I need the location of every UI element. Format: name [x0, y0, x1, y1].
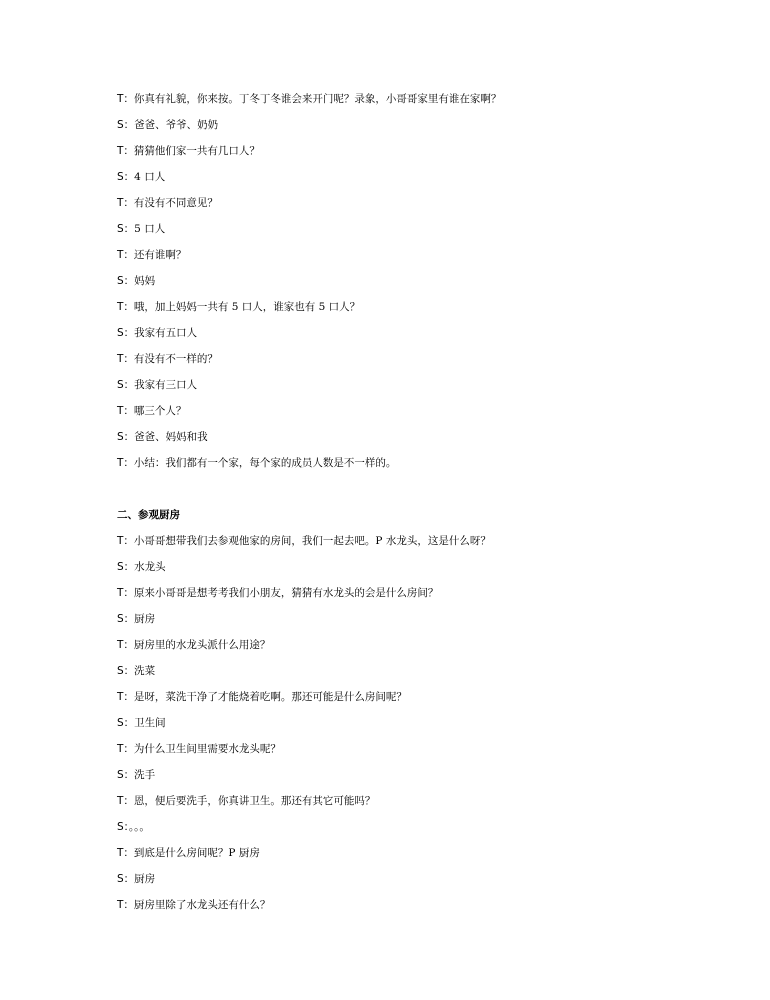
dialogue-line	[117, 794, 375, 808]
speaker-label: T	[117, 353, 124, 365]
dialogue-line	[117, 638, 270, 652]
speaker-label: T	[117, 535, 124, 547]
dialogue-line	[117, 690, 407, 704]
dialogue-text: ：5 口人	[123, 223, 166, 235]
speaker-label: S	[117, 613, 124, 625]
dialogue-line	[117, 274, 155, 288]
dialogue-text: ：洗手	[123, 769, 156, 781]
section-heading: 二、参观厨房	[117, 509, 180, 521]
dialogue-text: ：爸爸、妈妈和我	[123, 431, 208, 443]
dialogue-text: ：你真有礼貌，你来按。丁冬丁冬谁会来开门呢？录象，小哥哥家里有谁在家啊？	[123, 93, 502, 105]
speaker-label: T	[117, 587, 124, 599]
dialogue-line	[117, 430, 208, 444]
speaker-label: T	[117, 145, 124, 157]
dialogue-text: ：洗菜	[123, 665, 156, 677]
dialogue-text: ：卫生间	[123, 717, 166, 729]
dialogue-line	[117, 664, 155, 678]
dialogue-text: ：水龙头	[123, 561, 166, 573]
dialogue-line	[117, 404, 186, 418]
dialogue-line	[117, 586, 438, 600]
speaker-label: S	[117, 561, 124, 573]
dialogue-line	[117, 872, 155, 886]
dialogue-line	[117, 534, 491, 548]
dialogue-line	[117, 898, 270, 912]
dialogue-line	[117, 716, 166, 730]
dialogue-text: ：。。。	[123, 821, 150, 833]
dialogue-line	[117, 144, 260, 158]
dialogue-text: ：哪三个人？	[123, 405, 187, 417]
speaker-label: S	[117, 171, 124, 183]
speaker-label: S	[117, 275, 124, 287]
dialogue-line	[117, 742, 281, 756]
dialogue-text: ：为什么卫生间里需要水龙头呢？	[123, 743, 281, 755]
dialogue-text: ：小哥哥想带我们去参观他家的房间，我们一起去吧。P 水龙头，这是什么呀？	[123, 535, 491, 547]
dialogue-line	[117, 456, 396, 470]
speaker-label: T	[117, 743, 124, 755]
dialogue-line	[117, 118, 218, 132]
dialogue-text: ：厨房	[123, 873, 156, 885]
dialogue-line	[117, 378, 197, 392]
dialogue-text: ：厨房里除了水龙头还有什么？	[123, 899, 271, 911]
dialogue-text: ：还有谁啊？	[123, 249, 187, 261]
speaker-label: T	[117, 899, 124, 911]
speaker-label: T	[117, 795, 124, 807]
dialogue-line	[117, 768, 155, 782]
dialogue-text: ：我家有三口人	[123, 379, 198, 391]
dialogue-line	[117, 612, 155, 626]
speaker-label: S	[117, 223, 124, 235]
dialogue-line	[117, 352, 218, 366]
speaker-label: T	[117, 93, 124, 105]
dialogue-text: ：厨房	[123, 613, 156, 625]
speaker-label: S	[117, 873, 124, 885]
dialogue-text: ：到底是什么房间呢？P 厨房	[123, 847, 260, 859]
dialogue-line	[117, 560, 166, 574]
speaker-label: S	[117, 119, 124, 131]
speaker-label: T	[117, 405, 124, 417]
dialogue-line	[117, 820, 150, 834]
dialogue-text: ：我家有五口人	[123, 327, 198, 339]
dialogue-text: ：是呀，菜洗干净了才能烧着吃啊。那还可能是什么房间呢？	[123, 691, 407, 703]
speaker-label: S	[117, 717, 124, 729]
dialogue-text: ：有没有不同意见？	[123, 197, 218, 209]
dialogue-text: ：原来小哥哥是想考考我们小朋友，猜猜有水龙头的会是什么房间？	[123, 587, 439, 599]
speaker-label: T	[117, 301, 124, 313]
dialogue-text: ：恩，便后要洗手，你真讲卫生。那还有其它可能吗？	[123, 795, 376, 807]
dialogue-text: ：厨房里的水龙头派什么用途？	[123, 639, 271, 651]
dialogue-line	[117, 222, 165, 236]
speaker-label: T	[117, 249, 124, 261]
speaker-label: T	[117, 847, 124, 859]
speaker-label: T	[117, 197, 124, 209]
speaker-label: T	[117, 691, 124, 703]
dialogue-line	[117, 326, 197, 340]
speaker-label: S	[117, 821, 124, 833]
speaker-label: T	[117, 457, 124, 469]
speaker-label: S	[117, 431, 124, 443]
dialogue-text: ：猜猜他们家一共有几口人？	[123, 145, 260, 157]
dialogue-line	[117, 300, 360, 314]
dialogue-line	[117, 170, 165, 184]
dialogue-line	[117, 846, 260, 860]
speaker-label: T	[117, 639, 124, 651]
dialogue-text: ：小结：我们都有一个家，每个家的成员人数是不一样的。	[123, 457, 397, 469]
dialogue-line	[117, 196, 218, 210]
dialogue-text: ：4 口人	[123, 171, 166, 183]
dialogue-text: ：爸爸、爷爷、奶奶	[123, 119, 219, 131]
speaker-label: S	[117, 769, 124, 781]
speaker-label: S	[117, 665, 124, 677]
speaker-label: S	[117, 327, 124, 339]
speaker-label: S	[117, 379, 124, 391]
dialogue-text: ：哦，加上妈妈一共有 5 口人，谁家也有 5 口人？	[123, 301, 361, 313]
dialogue-text: ：有没有不一样的？	[123, 353, 218, 365]
dialogue-line	[117, 248, 186, 262]
dialogue-text: ：妈妈	[123, 275, 156, 287]
dialogue-line	[117, 92, 501, 106]
